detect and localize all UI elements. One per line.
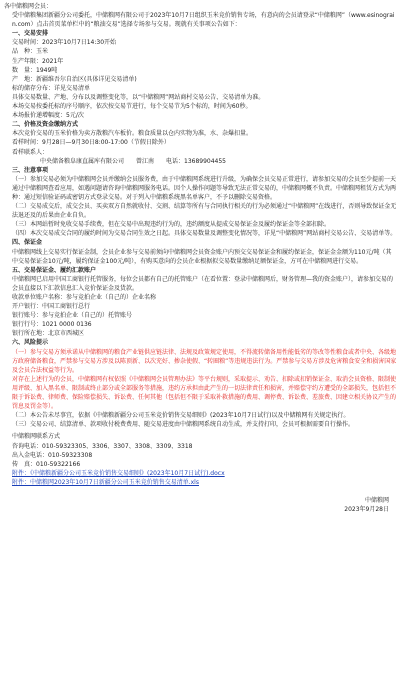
risk-warning-1: （一）参与交易方须承诺从中储粮网的粮食产业链供应链法律、法规及政策规定使用，不得流转储备用性能低劣的等改等性粮食或者中央、各级地方政府储备粮食，严禁参与交易方涉及以陈顶新、以次充好、掺杂使假、“转圈粮”等违规违法行为。严禁参与交易方涉及危害粮食安全和损害国家及会员合法权益等行为。 (12, 348, 397, 374)
attachment-link-list[interactable]: 附件：中储粮网2023年10月7日新疆分公司玉米竞价销售交易清单.xls (12, 478, 199, 486)
note-1: （一）参加交易必须为中储粮网会员并缴纳会员服务费，由于中储粮网系统进行升级，为确保会员交易正常进行，请参加交易的会员至少提前一天通过中储粮网查看应用，如遇问题请咨询中储粮网服务电话。因个人操作问题等导致无法正常交易的，中储粮网概不负责。中储粮网租赁方式为两种：通过短信验证码或密钥方式登录交易。对于列入中储粮系统黑名单客户，不予以删除交易资格。 (12, 175, 397, 201)
trade-order-note: 本场交易按委托标的序号顺序，依次按交易节进行，每个交易节为5个标的，时间为60秒。 (12, 103, 252, 111)
note-4: （四）本次交易成交合同的履约时间为交易合同生效之日起。具体交易数量及调整变化情况等，详见“中储粮网”网站商村交易公告、交易清单等。 (12, 230, 397, 238)
contact-title: 中储粮网联系方式 (12, 433, 61, 441)
section-6-title: 六、风险提示 (12, 339, 49, 347)
sample-contact-label: 看样联系人： (12, 148, 49, 156)
fax: 传 真：010-59322166 (12, 460, 81, 468)
storage-distribution: 标的储存分布：详见交易清单 (12, 84, 91, 92)
note-2: （二）交易成交后，成交会员、买卖双方自然就收付、交割、结算等所有与合同执行相关的行为必须通过“中储粮网”在线进行，否则导致保证金无法退还及的后果由企业自负。 (12, 203, 397, 220)
signature: 中储粮网 (364, 496, 389, 504)
detail-note: 具体交易数量、产地、分布以及调整变化等，以“中储粮网”网站商村交易公告、交易清单为准。 (12, 93, 265, 101)
bank-name: 开户银行：中国工商银行总行 (12, 303, 91, 311)
announcement-document (4, 2, 397, 514)
section-4-title: 四、保证金 (12, 239, 43, 247)
trade-time: 交易时间：2023年10月7日14:30开始 (12, 39, 117, 47)
risk-note-3: （三）交易公司、结算清单、款项收付税费费用、随交易进度由中储粮网系统自动生成，并支持打印，会员可根据需要自行操作。 (12, 421, 355, 429)
announcement-date: 2023年9月28日 (344, 506, 389, 514)
sample-contact-row: 中央储备粮阜康直属库有限公司 曾江南 电话：13689904455 (40, 157, 226, 165)
consult-phone: 咨询电话：010-59323305、3306、3307、3308、3309、3318 (12, 442, 193, 450)
bid-increment: 本场报价递增幅度：5元/次 (12, 112, 84, 120)
note-3: （三）本网站暂时免收交易手续费，但在交易中出现违约行为的，违约额度从提成交易保证金及履约保证金等全部扣除。 (12, 221, 331, 229)
deposit-paragraph: 中储粮网线上交易实行保证金制，会员企业参与交易前须向中储粮网会员资金账户内预交交易保证金和履约保证金，保证金金额为110元/吨（其中交易保证金10元/吨，履约保证金100元/吨），有购买意向的会员企业根据拟交易数量缴纳足额保证金，方可在中储粮网进行交易。 (12, 248, 392, 265)
production-year: 生产年限：2021年 (12, 57, 64, 65)
section-1-title: 一、交易安排 (12, 30, 49, 38)
variety: 品 种：玉米 (12, 48, 49, 56)
section-2-title: 二、价格及资金缴纳方式 (12, 121, 79, 129)
payee-name: 收款单位账户名称：参与竞拍企业（自己的）企业名称 (12, 294, 157, 301)
custody-paragraph: 中储粮网已启用中国工商银行托管服务，每位会员都有自己的托管账户（在看位置：登录中储粮网后，财务管理—我的资金账户），请参加交易的会员直接以下汇款信息汇入竞价保证金及货款。 (12, 275, 394, 292)
risk-warning-2: 对存在上述行为的会员，中储粮网有权依照《中储粮网会员管理办法》等平台规则，采取提示、劝告、扣除或扣销保证金、取消会员资格、限制使用评级、加入黑名单、限制或终止部分或全部服务等措施，违约方承担由此产生的一切法律责任和损害，并赔偿守约方遭受的全部损失，包括但不限于诉讼费、律师费、保险赔偿损失、诉讼费、任何其他（包括但不限于采取补救措施的费用、调停费、诉讼费、差旅费、因建立相关协议产生的罚息及罚金等）。 (12, 375, 397, 411)
section-5-title: 五、交易保证金、履约汇款账户 (12, 266, 97, 274)
section-3-title: 三、注意事项 (12, 166, 49, 174)
bank-location: 银行所在地：北京市西城区 (12, 330, 85, 338)
risk-note-2: （二）本公告未尽事宜，依据《中储粮新疆分公司玉米竞价销售交易细则》(2023年10月7日试行)以及中储粮网有关规定执行。 (12, 412, 350, 420)
quantity: 数 量：1949吨 (12, 66, 58, 74)
funds-phone: 出入金电话：010-59323308 (12, 451, 93, 459)
attachment-link-rules[interactable]: 附件：《中储粮新疆分公司玉米竞价销售交易细则》(2023年10月7日试行).docx (12, 469, 225, 477)
sample-time: 看样时间：9月28日—9月30日8:00-17:00（节假日除外） (12, 139, 170, 147)
greeting: 各中储粮网会员： (4, 3, 53, 10)
intro-paragraph: 受中储粮集团新疆分公司委托，中储粮网有限公司于2023年10月7日组织玉米竞价销售专场，有意向的会员请登录“中储粮网”（www.esinograin.com）点击首页菜单栏中的“粮油交易”选择专场参与交易。现就有关事项公告如下： (12, 12, 395, 29)
origin: 产 地：新疆维吾尔自治区(具体详见交易清单) (12, 75, 137, 83)
price-note: 本次竞价交易的玉米价格为卖方散粮汽车板价。粮食质量以仓内实物为准，水、杂爆扣量。 (12, 130, 253, 138)
bank-code: 银行行号：1021 0000 0136 (12, 321, 92, 329)
bank-account: 银行账号：参与竞拍企业（自己的）托管账号 (12, 312, 133, 320)
